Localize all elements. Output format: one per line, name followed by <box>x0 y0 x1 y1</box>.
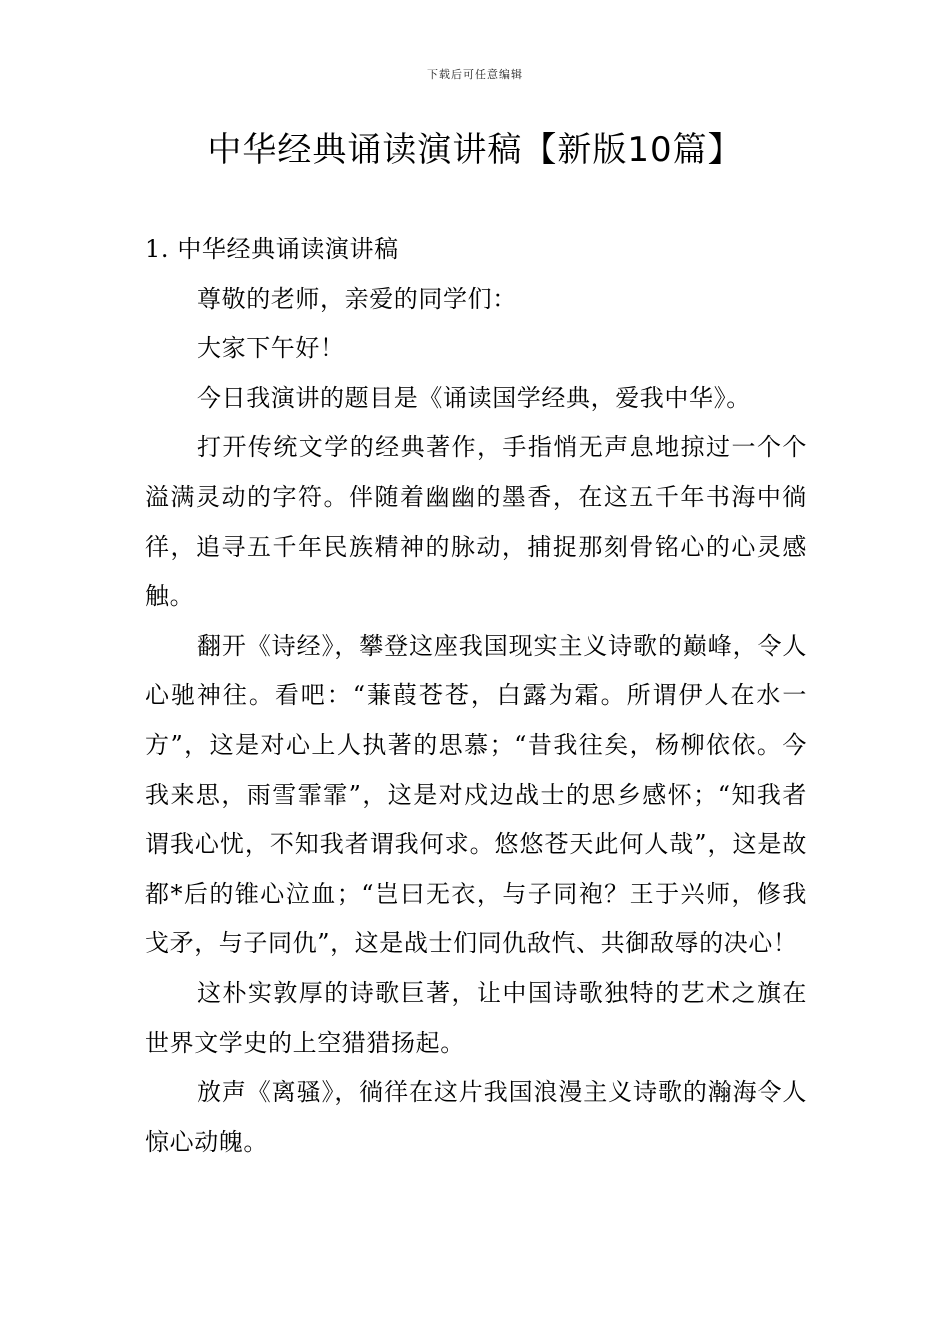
paragraph-shijing: 翻开《诗经》，攀登这座我国现实主义诗歌的巅峰，令人心驰神往。看吧：“蒹葭苍苍，白露为霜。所谓伊人在水一方”，这是对心上人执著的思慕；“昔我往矣，杨柳依依。今我来思，雨雪霏霏”，这是对戍边战士的思乡感怀；“知我者谓我心忧，不知我者谓我何求。悠悠苍天此何人哉”，这是故都*后的锥心泣血；“岂曰无衣，与子同袍？王于兴师，修我戈矛，与子同仇”，这是战士们同仇敌忾、共御敌辱的决心！ <box>145 631 807 958</box>
section-heading: 1. 中华经典诵读演讲稿 <box>145 235 399 263</box>
paragraph-salutation: 大家下午好！ <box>197 334 345 363</box>
document-title: 中华经典诵读演讲稿【新版10篇】 <box>207 130 743 170</box>
header-note: 下载后可任意编辑 <box>427 68 523 81</box>
paragraph-topic: 今日我演讲的题目是《诵读国学经典，爱我中华》。 <box>197 383 751 412</box>
paragraph-lisao: 放声《离骚》，徜徉在这片我国浪漫主义诗歌的瀚海令人惊心动魄。 <box>145 1078 807 1156</box>
paragraph-classics: 打开传统文学的经典著作，手指悄无声息地掠过一个个溢满灵动的字符。伴随着幽幽的墨香，在这五千年书海中徜徉，追寻五千年民族精神的脉动，捕捉那刻骨铭心的心灵感触。 <box>145 433 807 611</box>
paragraph-greeting: 尊敬的老师，亲爱的同学们： <box>197 284 517 313</box>
document-body <box>145 225 807 1167</box>
paragraph-poetry-flag: 这朴实敦厚的诗歌巨著，让中国诗歌独特的艺术之旗在世界文学史的上空猎猎扬起。 <box>145 978 807 1057</box>
